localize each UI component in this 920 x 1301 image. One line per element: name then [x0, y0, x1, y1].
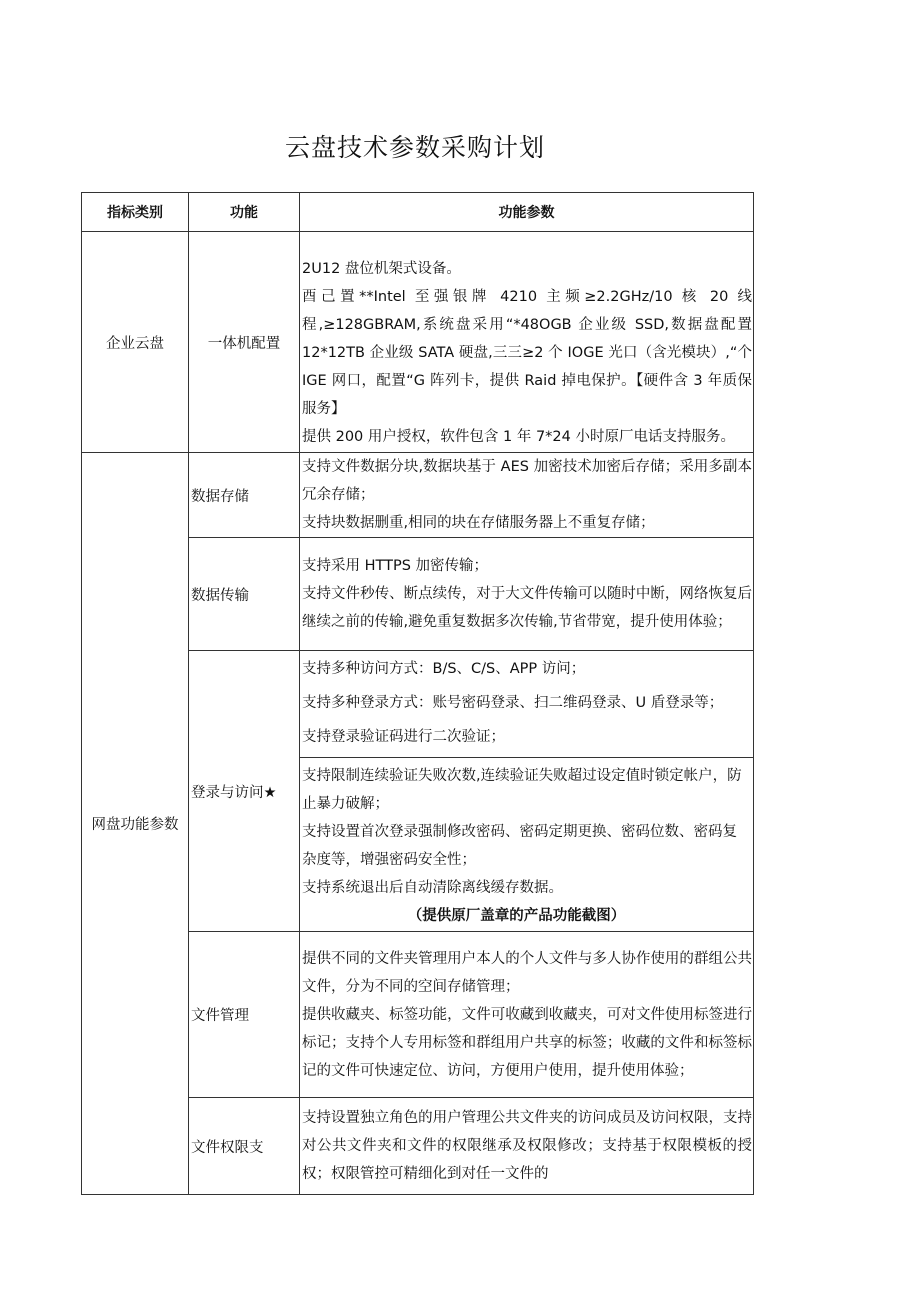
param-line: 支持采用 HTTPS 加密传输； [302, 558, 489, 574]
function-cell: 数据传输 [189, 538, 300, 651]
params-cell [300, 651, 754, 932]
param-line: 支持多种登录方式：账号密码登录、扫二维码登录、U 盾登录等； [302, 695, 724, 711]
param-line: 2U12 盘位机架式设备。 [302, 261, 461, 277]
param-line: 支持设置首次登录强制修改密码、密码定期更换、密码位数、密码复杂度等，增强密码安全性； [302, 824, 737, 868]
table-row [82, 453, 754, 538]
function-cell: 一体机配置 [189, 232, 300, 453]
param-line: 支持登录验证码进行二次验证； [302, 729, 505, 745]
params-cell [300, 538, 754, 651]
param-line: 支持文件秒传、断点续传，对于大文件传输可以随时中断，网络恢复后继续之前的传输,避免重复数据多次传输,节省带宽，提升使用体验； [302, 586, 752, 630]
param-line: 支持块数据删重,相同的块在存储服务器上不重复存储； [302, 515, 655, 531]
screenshot-note: （提供原厂盖章的产品功能截图） [407, 908, 626, 924]
category-cell: 企业云盘 [82, 232, 189, 453]
param-block-top [300, 651, 753, 757]
spec-table [81, 192, 754, 1195]
param-block-bottom [300, 757, 753, 930]
param-line: 支持设置独立角色的用户管理公共文件夹的访问成员及访问权限，支持对公共文件夹和文件的权限继承及权限修改；支持基于权限模板的授权；权限管控可精细化到对任一文件的 [302, 1110, 752, 1182]
category-cell: 网盘功能参数 [82, 453, 189, 1195]
header-params: 功能参数 [300, 193, 754, 232]
header-category: 指标类别 [82, 193, 189, 232]
params-cell [300, 232, 754, 453]
function-cell: 文件权限支 [189, 1098, 300, 1195]
param-line: 提供收藏夹、标签功能，文件可收藏到收藏夹，可对文件使用标签进行标记；支持个人专用标签和群组用户共享的标签；收藏的文件和标签标记的文件可快速定位、访问，方便用户使用，提升使用体验； [302, 1006, 752, 1079]
params-cell [300, 453, 754, 538]
params-cell [300, 932, 754, 1098]
page-title: 云盘技术参数采购计划 [284, 133, 545, 162]
param-line: 酉己置**Intel 至强银牌 4210 主频≥2.2GHz/10 核 20 线程,≥128GBRAM,系统盘采用“*48OGB 企业级 SSD,数据盘配置 12*12TB 企业级 SATA 硬盘,三三≥2 个 IOGE 光口（含光模块）,“个 IGE 网口，配置“G 阵列卡，提供 Raid 掉电保护。【硬件含 3 年质保服务】 [302, 289, 752, 417]
param-line: 提供 200 用户授权，软件包含 1 年 7*24 小时原厂电话支持服务。 [302, 429, 735, 445]
header-function: 功能 [189, 193, 300, 232]
param-line: 提供不同的文件夹管理用户本人的个人文件与多人协作使用的群组公共文件，分为不同的空间存储管理； [302, 950, 752, 995]
table-row [82, 232, 754, 453]
param-line: 支持限制连续验证失败次数,连续验证失败超过设定值时锁定帐户，防止暴力破解； [302, 768, 742, 812]
param-line: 支持文件数据分块,数据块基于 AES 加密技术加密后存储；采用多副本冗余存储； [302, 459, 752, 503]
table-header-row [82, 193, 754, 232]
param-line: 支持系统退出后自动清除离线缓存数据。 [302, 880, 563, 896]
function-cell: 登录与访问★ [189, 651, 300, 932]
params-cell [300, 1098, 754, 1195]
function-cell: 文件管理 [189, 932, 300, 1098]
function-cell: 数据存储 [189, 453, 300, 538]
param-line: 支持多种访问方式：B/S、C/S、APP 访问； [302, 661, 586, 677]
